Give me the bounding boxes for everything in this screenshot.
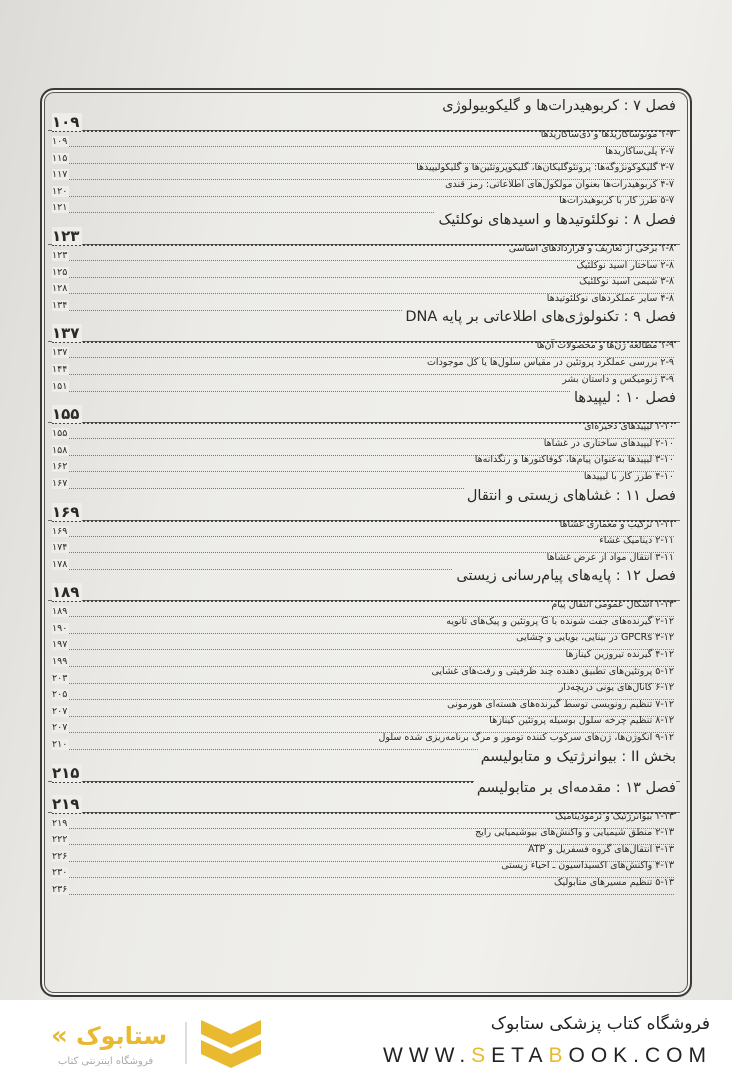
- toc-section: [48, 454, 680, 471]
- toc-section: [48, 340, 680, 357]
- entry-title: فصل ۷ : کربوهیدرات‌ها و گلیکوبیولوژی: [439, 98, 676, 114]
- toc-chapter: [48, 749, 680, 780]
- entry-title: فصل ۹ : تکنولوژی‌های اطلاعاتی بر پایه DNA: [402, 309, 676, 325]
- page-number: ۲۰۵: [52, 689, 68, 701]
- entry-title: ۱-۹ مطالعه ژن‌ها و محصولات آن‌ها: [536, 340, 674, 352]
- toc-chapter: [48, 309, 680, 343]
- page-number: ۱۲۵: [52, 266, 68, 278]
- page-number: ۱۵۵: [52, 405, 82, 423]
- entry-title: ۴-۷ کربوهیدرات‌ها بعنوان مولکول‌های اطلاعاتی: رمز قندی: [445, 178, 674, 190]
- entry-title: ۳-۷ گلیکوکونژوگه‌ها: پروتئوگلیکان‌ها، گلیکوپروتئین‌ها و گلیکولیپیدها: [416, 162, 674, 174]
- page-number: ۱۷۸: [52, 558, 68, 570]
- entry-title: ۴-۸ سایر عملکردهای نوکلئوتیدها: [546, 292, 674, 304]
- page-number: ۱۲۱: [52, 202, 68, 214]
- entry-title: ۵-۱۳ تنظیم مسیرهای متابولیک: [554, 877, 674, 888]
- toc-section: [48, 811, 680, 828]
- page-number: ۱۷۴: [52, 542, 68, 554]
- toc-chapter: [48, 568, 680, 602]
- toc-section: [48, 666, 680, 683]
- toc-section: [48, 552, 680, 569]
- entry-title: ۸-۱۲ تنظیم چرخه سلول بوسیله پروتئین کینازها: [489, 715, 674, 727]
- page-number: ۱۲۸: [52, 283, 68, 295]
- entry-title: ۴-۱۰ طرز کار با لیپیدها: [583, 470, 674, 482]
- toc-chapter: [48, 488, 680, 519]
- page-number: ۱۶۲: [52, 461, 68, 473]
- page-number: ۱۸۹: [52, 606, 68, 618]
- entry-title: ۹-۱۲ انکوژن‌ها، ژن‌های سرکوب کننده تومور و مرگ برنامه‌ریزی شده سلول: [378, 732, 674, 744]
- toc-section: [48, 732, 680, 749]
- page-number: ۱۰۹: [52, 113, 82, 131]
- toc-section: [48, 827, 680, 844]
- entry-title: فصل ۱۰ : لیپیدها: [571, 390, 676, 406]
- page-number: ۱۳۷: [52, 324, 82, 342]
- entry-title: ۱-۱۰ لیپیدهای ذخیره‌ای: [584, 421, 674, 433]
- toc-section: [48, 632, 680, 649]
- page-number: ۱۲۳: [52, 249, 68, 261]
- entry-title: فصل ۱۱ : غشاهای زیستی و انتقال: [464, 488, 676, 504]
- entry-title: فصل ۱۳ : مقدمه‌ای بر متابولیسم: [474, 780, 676, 796]
- toc-section: [48, 877, 680, 894]
- page-number: ۱۰۹: [52, 136, 68, 147]
- store-url[interactable]: WWW.SETABOOK.COM: [383, 1044, 712, 1067]
- page-number: ۱۹۹: [52, 656, 68, 668]
- toc-section: [48, 195, 680, 212]
- entry-title: ۲-۱۲ گیرنده‌های جفت شونده با G پروتئین و پیک‌های ثانویه: [446, 615, 674, 627]
- toc-section: [48, 860, 680, 877]
- toc-section: [48, 649, 680, 666]
- toc-section: [48, 129, 680, 146]
- entry-title: ۲-۷ پلی‌ساکاریدها: [605, 145, 674, 157]
- entry-title: ۲-۱۱ دینامیک غشاء: [599, 535, 674, 547]
- entry-title: ۱-۱۲ اشکال عمومی انتقال پیام: [551, 599, 674, 611]
- entry-title: ۱-۱۱ ترکیب و معماری غشاها: [559, 518, 674, 530]
- page-number: ۲۱۵: [52, 764, 82, 782]
- page-number: ۱۵۵: [52, 428, 68, 440]
- page-number: ۲۰۷: [52, 722, 68, 734]
- entry-title: ۴-۱۳ واکنش‌های اکسیداسیون ـ احیاء زیستی: [501, 860, 674, 872]
- toc-section: [48, 844, 680, 861]
- toc-chapter: [48, 98, 680, 129]
- page-number: ۱۹۷: [52, 639, 68, 651]
- toc-section: [48, 616, 680, 633]
- store-name: فروشگاه کتاب پزشکی ستابوک: [490, 1014, 710, 1034]
- page-number: ۱۹۰: [52, 622, 68, 634]
- page-number: ۱۲۰: [52, 185, 68, 197]
- toc-chapter: [48, 212, 680, 243]
- entry-title: ۳-۸ شیمی اسید نوکلئیک: [579, 276, 674, 288]
- toc-section: [48, 260, 680, 277]
- entry-title: ۱-۸ برخی از تعاریف و قراردادهای اساسی: [508, 242, 674, 254]
- toc-section: [48, 699, 680, 716]
- svg-text:«: «: [51, 1021, 68, 1051]
- toc-section: [48, 357, 680, 374]
- page-number: ۱۱۵: [52, 152, 68, 164]
- page-number: ۱۳۴: [52, 299, 68, 311]
- toc-chapter: [48, 780, 680, 811]
- svg-text:فروشگاه اینترنتی کتاب: فروشگاه اینترنتی کتاب: [58, 1056, 154, 1067]
- entry-title: ۳-۹ ژنومیکس و داستان بشر: [562, 373, 674, 385]
- entry-title: ۵-۷ طرز کار با کربوهیدرات‌ها: [559, 195, 674, 207]
- page-number: ۱۴۴: [52, 363, 68, 375]
- toc-section: [48, 276, 680, 293]
- entry-title: ۵-۱۲ پروتئین‌های تطبیق دهنده چند ظرفیتی و رفت‌های غشایی: [431, 665, 674, 677]
- entry-title: بخش II : بیوانرژتیک و متابولیسم: [478, 749, 676, 765]
- toc-section: [48, 162, 680, 179]
- setabook-logo-icon: [36, 1012, 286, 1072]
- entry-title: ۴-۱۲ گیرنده تیروزین کینازها: [565, 649, 674, 661]
- toc-chapter: [48, 390, 680, 424]
- entry-title: ۷-۱۲ تنظیم رونویسی توسط گیرنده‌های هسته‌ای هورمونی: [447, 698, 674, 710]
- store-banner: [0, 1000, 732, 1080]
- page-number: ۱۶۹: [52, 525, 68, 537]
- page-number: ۲۰۳: [52, 672, 68, 684]
- page-number: ۱۲۳: [52, 227, 82, 245]
- entry-title: ۱-۷ مونوساکاریدها و دی‌ساکاریدها: [540, 129, 674, 140]
- page-number: ۲۲۲: [52, 834, 68, 846]
- page-number: ۱۳۷: [52, 347, 68, 359]
- entry-title: ۳-۱۰ لیپیدها به‌عنوان پیام‌ها، کوفاکتورها و رنگدانه‌ها: [474, 454, 674, 466]
- toc-section: [48, 293, 680, 310]
- entry-title: ۲-۱۳ منطق شیمیایی و واکنش‌های بیوشیمیایی رایج: [475, 827, 674, 839]
- toc-section: [48, 471, 680, 488]
- toc-section: [48, 715, 680, 732]
- toc-section: [48, 438, 680, 455]
- entry-title: فصل ۱۲ : پایه‌های پیام‌رسانی زیستی: [453, 568, 676, 584]
- page-number: ۱۶۷: [52, 477, 68, 489]
- entry-title: ۲-۸ ساختار اسید نوکلئیک: [576, 259, 674, 271]
- toc-section: [48, 535, 680, 552]
- toc-section: [48, 179, 680, 196]
- toc-section: [48, 146, 680, 163]
- toc-section: [48, 243, 680, 260]
- entry-title: ۲-۱۰ لیپیدهای ساختاری در غشاها: [543, 437, 674, 449]
- page-number: ۱۵۸: [52, 444, 68, 456]
- entry-title: ۳-۱۲ GPCRs در بینایی، بویایی و چشایی: [516, 632, 674, 644]
- page-number: ۲۱۹: [52, 817, 68, 829]
- svg-text:ستابوک: ستابوک: [76, 1022, 168, 1050]
- page-number: ۲۱۹: [52, 795, 82, 813]
- page-number: ۲۲۶: [52, 850, 68, 862]
- page-number: ۱۶۹: [52, 503, 82, 521]
- page-number: ۲۳۰: [52, 867, 68, 879]
- page-number: ۱۸۹: [52, 583, 82, 601]
- page-number: ۱۱۷: [52, 169, 68, 181]
- page-number: ۲۱۰: [52, 739, 68, 751]
- entry-title: ۶-۱۲ کانال‌های یونی دریچه‌دار: [558, 682, 674, 694]
- entry-title: فصل ۸ : نوکلئوتیدها و اسیدهای نوکلئیک: [435, 212, 676, 228]
- entry-title: ۱-۱۳ بیوانرژتیک و ترمودینامیک: [555, 810, 674, 822]
- toc-section: [48, 374, 680, 391]
- entry-title: ۳-۱۱ انتقال مواد از عرض غشاها: [546, 551, 674, 563]
- entry-title: ۲-۹ بررسی عملکرد پروتئین در مقیاس سلول‌ها یا کل موجودات: [426, 356, 674, 368]
- page-number: ۲۰۷: [52, 705, 68, 717]
- page-number: ۲۳۶: [52, 884, 68, 895]
- page-number: ۱۵۱: [52, 380, 68, 392]
- toc-section: [48, 519, 680, 536]
- toc-section: [48, 421, 680, 438]
- toc-section: [48, 599, 680, 616]
- toc-section: [48, 682, 680, 699]
- entry-title: ۳-۱۳ انتقال‌های گروه فسفریل و ATP: [527, 843, 674, 855]
- table-of-contents: [48, 98, 680, 894]
